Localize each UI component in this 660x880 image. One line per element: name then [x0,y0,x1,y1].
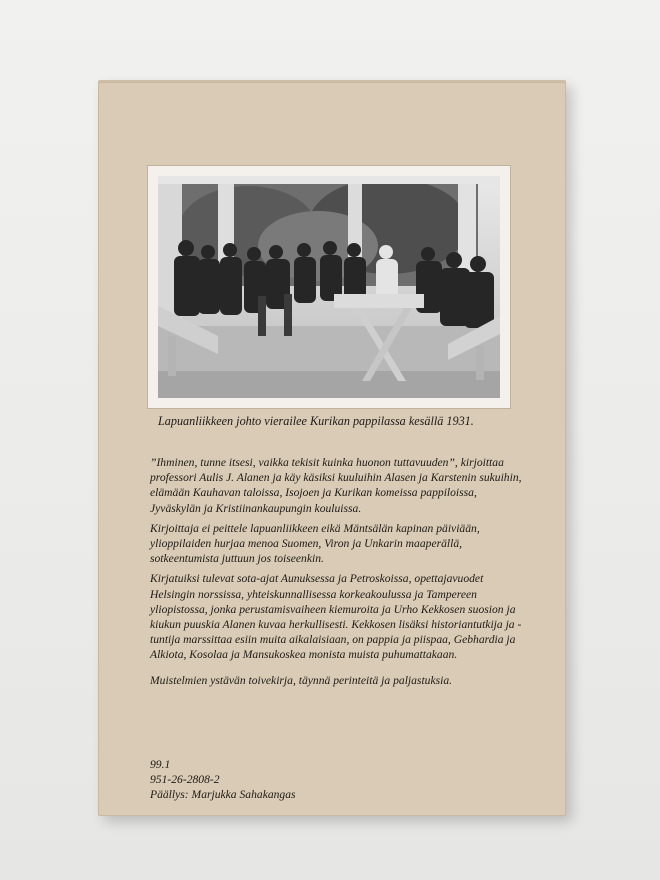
description-paragraph: ”Ihminen, tunne itsesi, vaikka tekisit kuinka huonon tuttavuuden”, kirjoittaa professori Aulis J. Alanen ja käy käsiksi kuuluihin Alasen ja Karstenin sukuihin, elämään Kauhavan taloissa, Isojoen ja Kurikan komeissa pappiloissa, Jyväskylän ja Kristiinankaupungin kouluissa. [150,456,522,515]
description-text [150,455,522,693]
group-photo-image [158,176,500,398]
cover-credit: Päällys: Marjukka Sahakangas [150,788,296,802]
photo-caption: Lapuanliikkeen johto vierailee Kurikan pappilassa kesällä 1931. [158,414,474,428]
blurb-paragraph: Muistelmien ystävän toivekirja, täynnä perinteitä ja paljastuksia. [150,673,453,687]
isbn: 951-26-2808-2 [150,773,220,787]
group-photo [158,176,500,398]
description-paragraph: Kirjoittaja ei peittele lapuanliikkeen eikä Mäntsälän kapinan päiviään, ylioppilaiden hurjaa menoa Suomen, Viron ja Unkarin maaperällä, sotkeentumista juttuun jos toiseenkin. [150,521,480,566]
publication-info [150,757,450,803]
description-paragraph: Kirjatuiksi tulevat sota-ajat Aunuksessa ja Petroskoissa, opettajavuodet Helsingin norssissa, yhteiskunnallisessa korkeakoulussa ja Tampereen yliopistossa, jonka perustamisvaiheen kiemuroita ja Urho Kekkosen suosion ja kiukun puuskia Alanen kuvaa herkullisesti. Kekkosen lisäksi historiantutkija ja -tuntija marssittaa esiin muita aikalaisiaan, on pappia ja piispaa, Gebhardia ja Alkiota, Kosolaa ja Mansukoskea monista muista puhumattakaan. [150,572,522,662]
classification-number: 99.1 [150,758,171,771]
